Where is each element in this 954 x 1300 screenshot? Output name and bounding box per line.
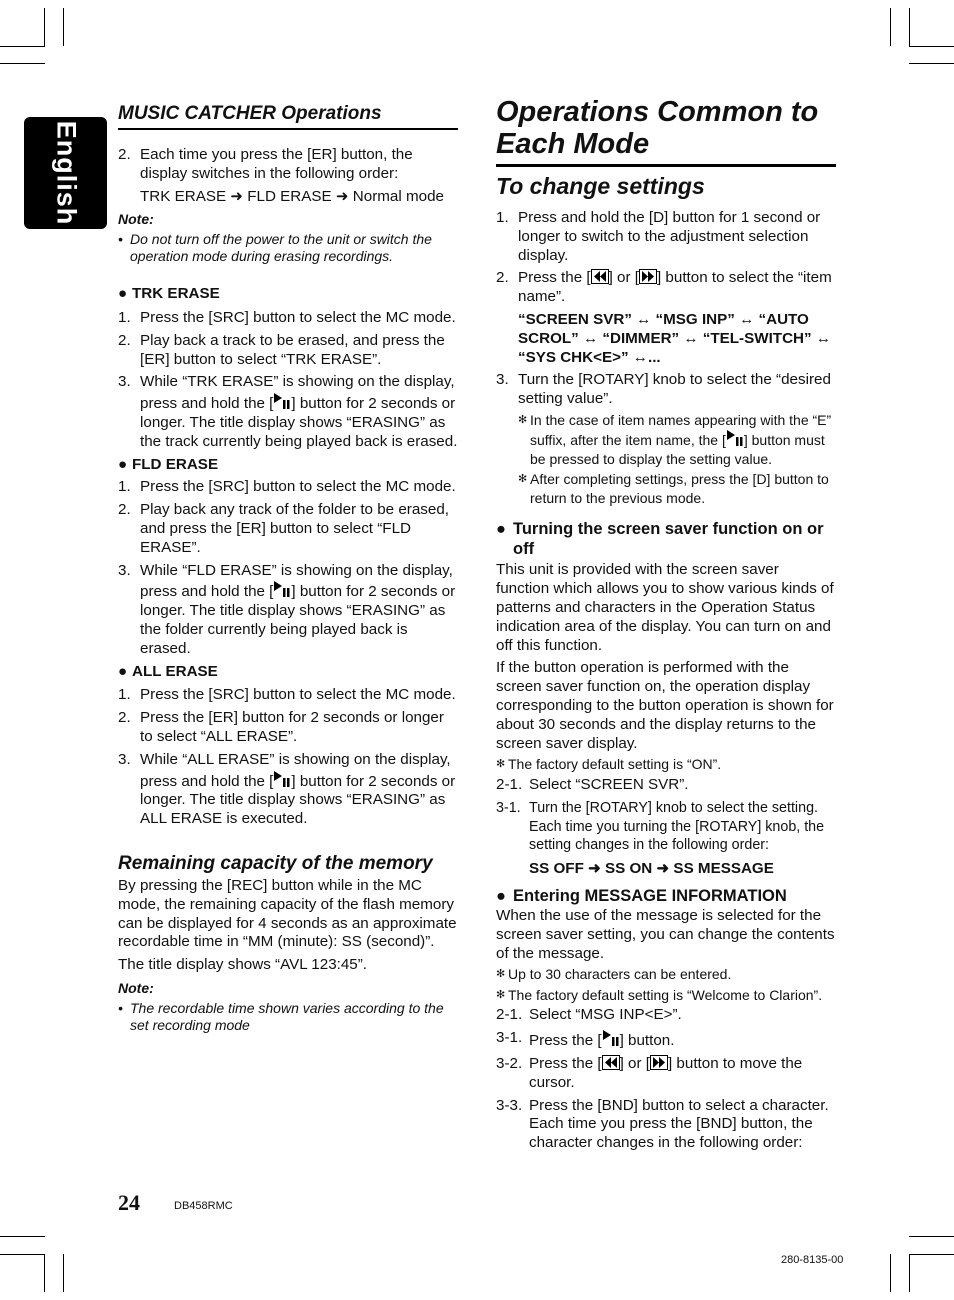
document-code: 280-8135-00 [781,1254,844,1266]
heading-text: ALL ERASE [132,662,218,680]
list-item: 2. Press the [ ] or [ ] button to select the “item name”. [496,269,832,306]
left-column [118,103,458,1034]
crop-mark [909,1254,910,1292]
item-text: Play back any track of the folder to be erased, and press the [ER] button to select “FLD ERASE”. [140,501,449,556]
asterisk-note: ✻ The factory default setting is “ON”. [496,756,722,773]
crop-mark [63,8,64,46]
crop-mark [890,8,891,46]
list-item: 3. While “FLD ERASE” is showing on the display, press and hold the [ ] button for 2 seconds or longer. The title display shows “ERASING” as the folder currently being played back is erased. [118,561,456,657]
note-label: Note: [118,211,154,228]
list-item: 3-3. Press the [BND] button to select a character. Each time you press the [BND] button, the character changes in the following order: [496,1097,836,1153]
rewind-icon [591,269,609,284]
item-text: ] button to select the “item name”. [518,269,832,306]
item-text: ] button for 2 seconds or longer. The title display shows “ERASING” as the track currently being played back is erased. [140,395,458,450]
crop-mark [63,1254,64,1292]
fld-erase-heading: ● FLD ERASE [118,455,219,473]
note-text-content: The recordable time shown varies according to the set recording mode [130,999,444,1033]
sub-title: To change settings [496,173,705,199]
note-text: The factory default setting is “Welcome to Clarion”. [508,986,823,1003]
item-text: Play back a track to be erased, and press the [ER] button to select “TRK ERASE”. [140,331,445,368]
item-text: While “FLD ERASE” is showing on the display, press and hold the [ [140,561,453,601]
item-text: Press the [SRC] button to select the MC mode. [140,308,456,326]
crop-mark [909,63,954,64]
paragraph: This unit is provided with the screen saver function which allows you to show various kinds of patterns and characters in the Operation Status indication area of the display. You can turn on and off this function. [496,561,834,654]
step-2 [118,146,458,206]
crop-mark [0,46,45,47]
list-item: 2. Press the [ER] button for 2 seconds or longer to select “ALL ERASE”. [118,709,458,747]
heading-text: Entering MESSAGE INFORMATION [513,886,787,905]
list-item: 2-1. Select “SCREEN SVR”. [496,776,836,795]
item-text: ] button. [619,1032,675,1050]
item-text: ] button for 2 seconds or longer. The title display shows “ERASING” as ALL ERASE is executed. [140,772,456,828]
crop-mark [44,8,45,46]
play-pause-icon [602,1029,620,1047]
item-text: While “ALL ERASE” is showing on the display, press and hold the [ [140,750,451,790]
trk-erase-heading: ● TRK ERASE [118,285,220,303]
item-text: Press the [ [529,1054,602,1072]
note-text-content: Do not turn off the power to the unit or switch the operation mode during erasing recordings. [130,231,432,265]
section-title: MUSIC CATCHER Operations [118,103,382,124]
note-text: Up to 30 characters can be entered. [508,966,732,983]
remaining-paragraph: By pressing the [REC] button while in the MC mode, the remaining capacity of the flash memory can be displayed for 4 seconds as an approximate recordable time in “MM (minute): SS (second)”. [118,876,457,951]
item-text: Press the [ER] button for 2 seconds or longer to select “ALL ERASE”. [140,709,444,745]
note-text: After completing settings, press the [D] button to return to the previous mode. [530,471,829,506]
note-label: Note: [118,979,154,996]
asterisk-note: ✻ Up to 30 characters can be entered. [496,966,732,983]
crop-mark [909,1254,954,1255]
item-text: Turn the [ROTARY] knob to select the “desired setting value”. [518,371,831,408]
list-item: 3. While “ALL ERASE” is showing on the display, press and hold the [ ] button for 2 seconds or longer. The title display shows “ERASING” as ALL ERASE is executed. [118,750,456,828]
list-item: 2. Play back any track of the folder to be erased, and press the [ER] button to select “FLD ERASE”. [118,501,458,557]
heading-text: Turning the screen saver function on or off [513,520,824,559]
crop-mark [890,1254,891,1292]
item-text: While “TRK ERASE” is showing on the display, press and hold the [ [140,373,455,413]
all-erase-heading: ● ALL ERASE [118,662,218,680]
crop-mark [0,63,45,64]
play-pause-icon [273,392,291,410]
message-heading: ● Entering MESSAGE INFORMATION [496,886,787,905]
step-number: 2. [118,146,131,163]
list-item: 1. Press the [SRC] button to select the MC mode. [118,478,458,497]
remaining-title: Remaining capacity of the memory [118,852,433,874]
page-title-line-2: Each Mode [496,128,650,160]
heading-text: FLD ERASE [132,455,219,473]
setting-order: SS OFF ➜ SS ON ➜ SS MESSAGE [529,860,774,878]
item-text: Turn the [ROTARY] knob to select the setting. Each time you turning the [ROTARY] knob, the setting changes in the following order: [529,799,825,854]
paragraph: When the use of the message is selected for the screen saver setting, you can change the contents of the message. [496,906,835,962]
item-text: Press the [BND] button to select a character. Each time you press the [BND] button, the character changes in the following order: [529,1096,829,1152]
paragraph: If the button operation is performed with the screen saver function on, the operation display corresponding to the button operation is shown for about 30 seconds and the display returns to the screen saver display. [496,659,834,752]
list-item: 3-2. Press the [ ] or [ ] button to move the cursor. [496,1054,803,1091]
language-tab [24,117,107,229]
items-list: “SCREEN SVR” ↔ “MSG INP” ↔ “AUTO SCROL” ↔ “DIMMER” ↔ “TEL-SWITCH” ↔ “SYS CHK<E>” ↔... [518,310,832,366]
play-pause-icon [726,429,744,447]
item-text: ] button to move the cursor. [529,1054,803,1091]
remaining-paragraph-2: The title display shows “AVL 123:45”. [118,956,368,974]
crop-mark [909,8,910,46]
model-code: DB458RMC [174,1200,233,1212]
item-text: Press the [SRC] button to select the MC mode. [140,686,456,704]
fast-forward-icon [639,269,657,284]
right-column [496,96,836,1153]
step-3-notes [496,411,836,508]
item-text: Select “MSG INP<E>”. [529,1006,682,1024]
play-pause-icon [273,580,291,598]
item-text: ] or [ [608,269,639,287]
rewind-icon [602,1055,620,1070]
fast-forward-icon [650,1055,668,1070]
list-item: 3-1. Press the [ ] button. [496,1029,675,1050]
item-text: Press the [SRC] button to select the MC mode. [140,478,456,496]
language-tab-label: English [51,120,81,226]
item-text: Press and hold the [D] button for 1 second or longer to switch to the adjustment selection display. [518,209,821,264]
crop-mark [909,1236,954,1237]
step-text: Each time you press the [ER] button, the display switches in the following order: [140,146,413,182]
note-text: • The recordable time shown varies according to the set recording mode [118,999,444,1033]
asterisk-note: ✻ After completing settings, press the [D] button to return to the previous mode. [518,471,829,506]
crop-mark [909,46,954,47]
list-item: 3-1. Turn the [ROTARY] knob to select the setting. Each time you turning the [ROTARY] knob, the setting changes in the following order: [496,799,836,855]
list-item: 1. Press the [SRC] button to select the MC mode. [118,309,458,328]
item-text: Press the [ [529,1032,602,1050]
note-text: • Do not turn off the power to the unit or switch the operation mode during erasing recordings. [118,231,432,265]
asterisk-note: ✻ In the case of item names appearing with the “E” suffix, after the item name, the [ ] button must be pressed to display the setting value. [518,411,832,467]
list-item: 3. Turn the [ROTARY] knob to select the “desired setting value”. [496,371,836,409]
list-item: 3. While “TRK ERASE” is showing on the display, press and hold the [ ] button for 2 seconds or longer. The title display shows “ERASING” as the track currently being played back is erased. [118,373,458,450]
crop-mark [44,1254,45,1292]
asterisk-note: ✻ The factory default setting is “Welcome to Clarion”. [496,986,823,1003]
item-text: ] or [ [619,1054,650,1072]
heading-text: TRK ERASE [132,285,220,303]
note-text: ] button must be pressed to display the setting value. [530,432,825,467]
title-rule [496,164,836,167]
screen-saver-heading: ● Turning the screen saver function on or off [496,520,824,559]
step-order: TRK ERASE ➜ FLD ERASE ➜ Normal mode [140,187,444,205]
page-title-line-1: Operations Common to [496,96,819,128]
list-item: 1. Press the [SRC] button to select the MC mode. [118,686,458,705]
note-text: The factory default setting is “ON”. [508,756,722,773]
crop-mark [0,1236,45,1237]
item-text: Press the [ [518,269,591,287]
page-number: 24 [118,1190,140,1215]
list-item: 2-1. Select “MSG INP<E>”. [496,1006,836,1025]
item-text: ] button for 2 seconds or longer. The title display shows “ERASING” as the folder currently being played back is erased. [140,583,456,657]
section-rule [118,128,458,130]
play-pause-icon [273,770,291,788]
item-text: Select “SCREEN SVR”. [529,775,689,793]
list-item: 1. Press and hold the [D] button for 1 second or longer to switch to the adjustment selection display. [496,209,836,265]
note-text: In the case of item names appearing with the “E” suffix, after the item name, the [ [530,411,832,449]
crop-mark [0,1254,45,1255]
list-item: 2. Play back a track to be erased, and press the [ER] button to select “TRK ERASE”. [118,332,458,370]
